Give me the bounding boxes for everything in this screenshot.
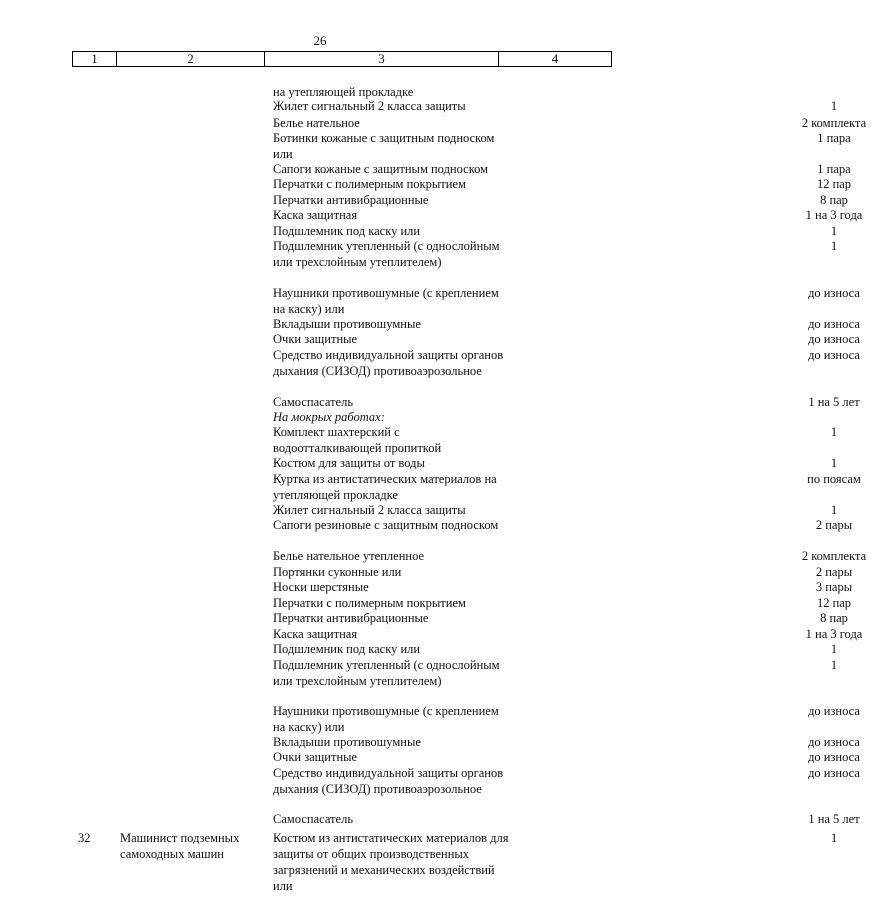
- item-qty: 12 пар: [816, 177, 852, 191]
- item-qty: 1 пара: [817, 162, 851, 176]
- table-header: [72, 51, 612, 67]
- item-name: на утепляющей прокладке: [273, 85, 414, 99]
- list-item: [273, 347, 860, 379]
- list-item: [273, 595, 852, 611]
- item-qty: 8 пар: [820, 611, 848, 625]
- page-number: 26: [313, 33, 327, 48]
- item-name: Жилет сигнальный 2 класса защиты: [273, 503, 466, 517]
- list-item: [273, 409, 509, 425]
- entry-title: Машинист подземных самоходных машин: [120, 831, 240, 861]
- list-item: [273, 115, 867, 131]
- list-item: [273, 517, 853, 533]
- item-qty: 2 пары: [815, 565, 853, 579]
- list-item: [273, 98, 838, 114]
- item-name: Вкладыши противошумные: [273, 317, 421, 331]
- item-name: Сапоги резиновые с защитным подноском: [273, 518, 499, 532]
- item-name: Самоспасатель: [273, 812, 354, 826]
- item-name: Наушники противошумные (с креплением на каску) или: [273, 286, 499, 316]
- item-qty: 1 на 3 года: [805, 208, 863, 222]
- list-item: [273, 285, 860, 317]
- list-item: [273, 626, 863, 642]
- list-item: [273, 130, 851, 162]
- list-item: [273, 223, 838, 239]
- item-qty: 2 пары: [815, 518, 853, 532]
- item-name: Носки шерстяные: [273, 580, 369, 594]
- item-qty: 1 на 5 лет: [808, 812, 860, 826]
- item-name: Наушники противошумные (с креплением на каску) или: [273, 704, 499, 734]
- item-qty: 3 пары: [815, 580, 853, 594]
- item-qty: 1: [830, 239, 838, 253]
- entry-item-name: Костюм из антистатических материалов для защиты от общих производственных загрязнений и механических воздействий или: [273, 831, 509, 893]
- list-item: [273, 811, 860, 827]
- item-qty: 1: [830, 224, 838, 238]
- item-name: Ботинки кожаные с защитным подноском или: [273, 131, 495, 161]
- item-qty: до износа: [808, 750, 860, 764]
- list-item: [273, 161, 851, 177]
- item-qty: до износа: [808, 286, 860, 300]
- item-qty: до износа: [808, 348, 860, 362]
- item-name: Подшлемник утепленный (с однослойным или трехслойным утеплителем): [273, 658, 500, 688]
- list-item: [273, 316, 860, 332]
- item-name: Портянки суконные или: [273, 565, 402, 579]
- item-qty: до износа: [808, 766, 860, 780]
- header-col-2: 2: [116, 51, 264, 67]
- entry-number: 32: [78, 831, 91, 845]
- list-item: [273, 455, 838, 471]
- item-name: Жилет сигнальный 2 класса защиты: [273, 99, 466, 113]
- item-name: Средство индивидуальной защиты органов дыхания (СИЗОД) противоаэрозольное: [273, 348, 504, 378]
- item-name: Перчатки с полимерным покрытием: [273, 596, 466, 610]
- list-item: [273, 331, 860, 347]
- item-qty: 12 пар: [816, 596, 852, 610]
- list-item: [273, 176, 852, 192]
- item-qty: 1 на 5 лет: [808, 395, 860, 409]
- item-name: Костюм для защиты от воды: [273, 456, 425, 470]
- item-qty: до износа: [808, 317, 860, 331]
- item-name: На мокрых работах:: [273, 410, 385, 424]
- list-item: [273, 765, 860, 797]
- item-qty: 1: [830, 99, 838, 113]
- list-item: [273, 641, 838, 657]
- item-name: Очки защитные: [273, 750, 358, 764]
- list-item: [273, 502, 838, 518]
- item-name: Белье нательное: [273, 116, 360, 130]
- item-name: Куртка из антистатических материалов на утепляющей прокладке: [273, 472, 497, 502]
- item-qty: 1: [830, 658, 838, 672]
- item-name: Подшлемник под каску или: [273, 642, 421, 656]
- list-item: [273, 238, 838, 270]
- item-name: Комплект шахтерский с водоотталкивающей пропиткой: [273, 425, 442, 455]
- item-name: Белье нательное утепленное: [273, 549, 425, 563]
- item-name: Сапоги кожаные с защитным подноском: [273, 162, 489, 176]
- item-qty: 1: [830, 503, 838, 517]
- entry-item-qty: 1: [830, 831, 838, 845]
- header-col-4: 4: [498, 51, 612, 67]
- list-item: [273, 471, 861, 503]
- item-qty: 1: [830, 642, 838, 656]
- list-item: [273, 548, 867, 564]
- list-item: [273, 610, 848, 626]
- list-item: [273, 579, 853, 595]
- list-item: [273, 192, 848, 208]
- item-qty: по поясам: [807, 472, 861, 486]
- item-qty: 1: [830, 456, 838, 470]
- header-col-3: 3: [264, 51, 498, 67]
- list-item: [273, 394, 860, 410]
- item-name: Вкладыши противошумные: [273, 735, 421, 749]
- item-qty: до износа: [808, 704, 860, 718]
- item-name: Каска защитная: [273, 627, 358, 641]
- item-qty: 2 комплекта: [801, 116, 867, 130]
- list-item: [273, 703, 860, 735]
- list-item: [273, 207, 863, 223]
- list-item: [273, 657, 838, 689]
- list-item: [273, 564, 853, 580]
- item-name: Очки защитные: [273, 332, 358, 346]
- item-name: Самоспасатель: [273, 395, 354, 409]
- list-item: [273, 734, 860, 750]
- item-qty: 8 пар: [820, 193, 848, 207]
- item-qty: 1 на 3 года: [805, 627, 863, 641]
- item-name: Перчатки с полимерным покрытием: [273, 177, 466, 191]
- header-col-1: 1: [72, 51, 116, 67]
- item-qty: 1 пара: [817, 131, 851, 145]
- entry-item: [273, 830, 838, 894]
- item-name: Каска защитная: [273, 208, 358, 222]
- item-qty: до износа: [808, 332, 860, 346]
- item-name: Средство индивидуальной защиты органов дыхания (СИЗОД) противоаэрозольное: [273, 766, 504, 796]
- item-name: Перчатки антивибрационные: [273, 611, 429, 625]
- item-name: Подшлемник под каску или: [273, 224, 421, 238]
- item-name: Подшлемник утепленный (с однослойным или трехслойным утеплителем): [273, 239, 500, 269]
- item-name: Перчатки антивибрационные: [273, 193, 429, 207]
- item-qty: до износа: [808, 735, 860, 749]
- item-qty: 1: [830, 425, 838, 439]
- item-qty: 2 комплекта: [801, 549, 867, 563]
- list-item: [273, 749, 860, 765]
- list-item: [273, 424, 838, 456]
